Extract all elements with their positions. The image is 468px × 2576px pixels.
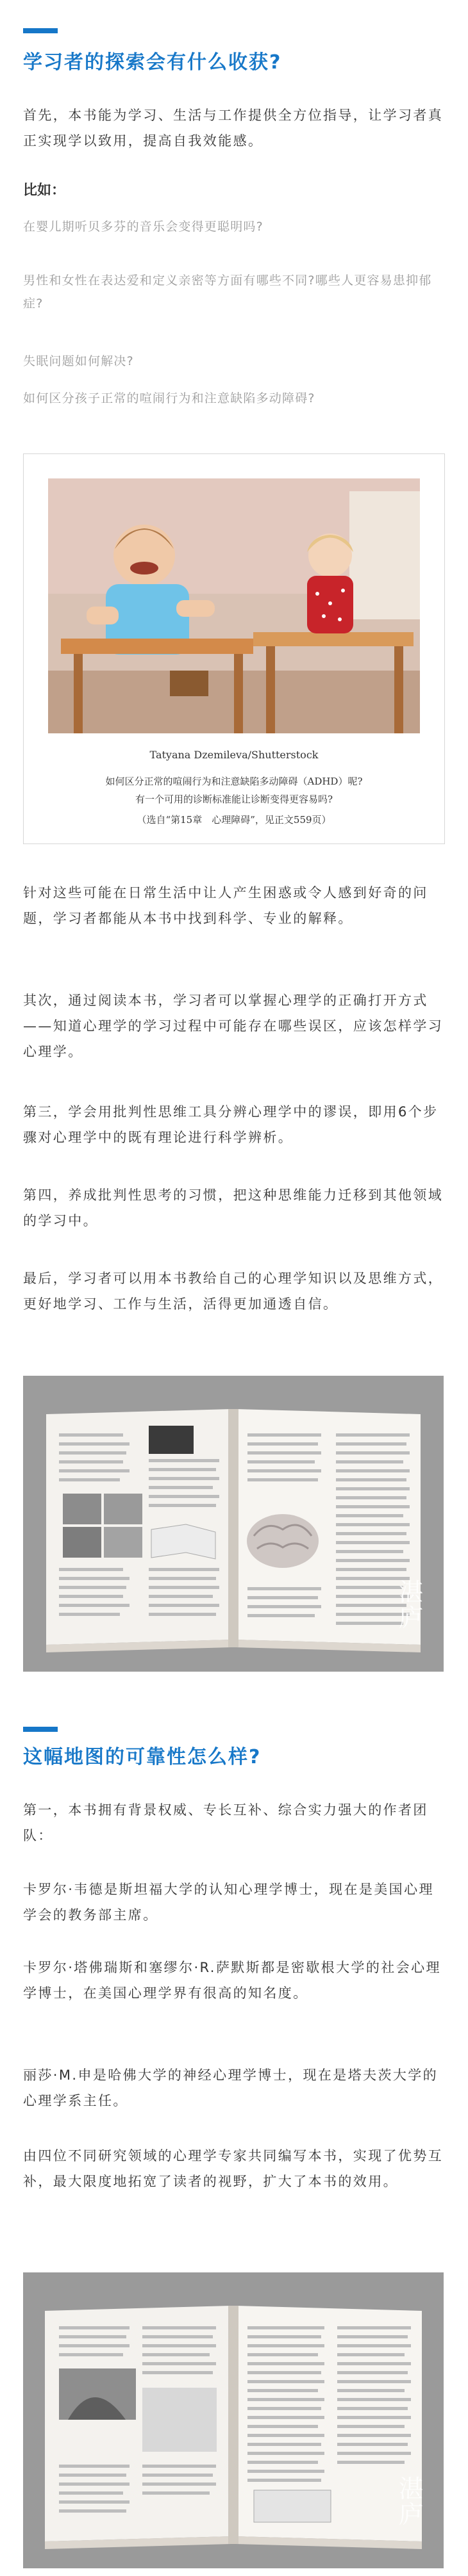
question-item: 如何区分孩子正常的喧闹行为和注意缺陷多动障碍? (23, 391, 315, 405)
body-paragraph: 针对这些可能在日常生活中让人产生困惑或令人感到好奇的问题，学习者都能从本书中找到科学、专业的解释。 (23, 885, 428, 926)
body-paragraph: 第三，学会用批判性思维工具分辨心理学中的谬误，即用6个步骤对心理学中的既有理论进行科学辨析。 (23, 1104, 439, 1145)
intro-paragraph: 首先，本书能为学习、生活与工作提供全方位指导，让学习者真正实现学以致用，提高自我效能感。 (23, 108, 444, 149)
figure-card (23, 453, 445, 844)
body-paragraph: 卡罗尔·韦德是斯坦福大学的认知心理学博士，现在是美国心理学会的教务部主席。 (23, 1882, 434, 1923)
figure-source: （选自“第15章 心理障碍”，见正文559页） (137, 814, 331, 826)
body-paragraph: 第一，本书拥有背景权威、专长互补、综合实力强大的作者团队： (23, 1802, 428, 1843)
section2-title: 这幅地图的可靠性怎么样? (23, 1746, 262, 1768)
section-accent-bar (23, 28, 58, 33)
question-item: 男性和女性在表达爱和定义亲密等方面有哪些不同?哪些人更容易患抑郁症? (23, 273, 432, 311)
body-paragraph: 第四，养成批判性思考的习惯，把这种思维能力迁移到其他领域的学习中。 (23, 1187, 444, 1228)
figure-caption: 有一个可用的诊断标准能让诊断变得更容易吗? (135, 794, 333, 805)
body-paragraph: 其次，通过阅读本书，学习者可以掌握心理学的正确打开方式——知道心理学的学习过程中可能存在哪些误区，应该怎样学习心理学。 (23, 993, 444, 1059)
question-item: 在婴儿期听贝多芬的音乐会变得更聪明吗? (23, 220, 263, 234)
figure-caption: 如何区分正常的喧闹行为和注意缺陷多动障碍（ADHD）呢? (105, 776, 363, 787)
examples-label: 比如： (23, 183, 66, 199)
section-accent-bar (23, 1727, 58, 1732)
watermark-text: 湛庐 (399, 1578, 424, 1632)
section1-title: 学习者的探索会有什么收获? (23, 51, 282, 74)
body-paragraph: 卡罗尔·塔佛瑞斯和塞缪尔·R.萨默斯都是密歇根大学的社会心理学博士，在美国心理学界有很高的知名度。 (23, 1960, 441, 2001)
book-spread-image (23, 1376, 444, 1672)
body-paragraph: 丽莎·M.申是哈佛大学的神经心理学博士，现在是塔夫茨大学的心理学系主任。 (23, 2067, 439, 2108)
watermark-text: 湛庐 (399, 2475, 424, 2529)
watermark-logo (399, 2476, 424, 2527)
classroom-photo (48, 478, 420, 733)
watermark-logo (399, 1579, 424, 1631)
body-paragraph: 最后，学习者可以用本书教给自己的心理学知识以及思维方式，更好地学习、工作与生活，活得更加通透自信。 (23, 1271, 444, 1312)
question-item: 失眠问题如何解决? (23, 354, 134, 368)
body-paragraph: 由四位不同研究领域的心理学专家共同编写本书，实现了优势互补，最大限度地拓宽了读者的视野，扩大了本书的效用。 (23, 2148, 444, 2189)
photo-credit: Tatyana Dzemileva/Shutterstock (149, 749, 319, 761)
book-spread-image (23, 2272, 444, 2568)
